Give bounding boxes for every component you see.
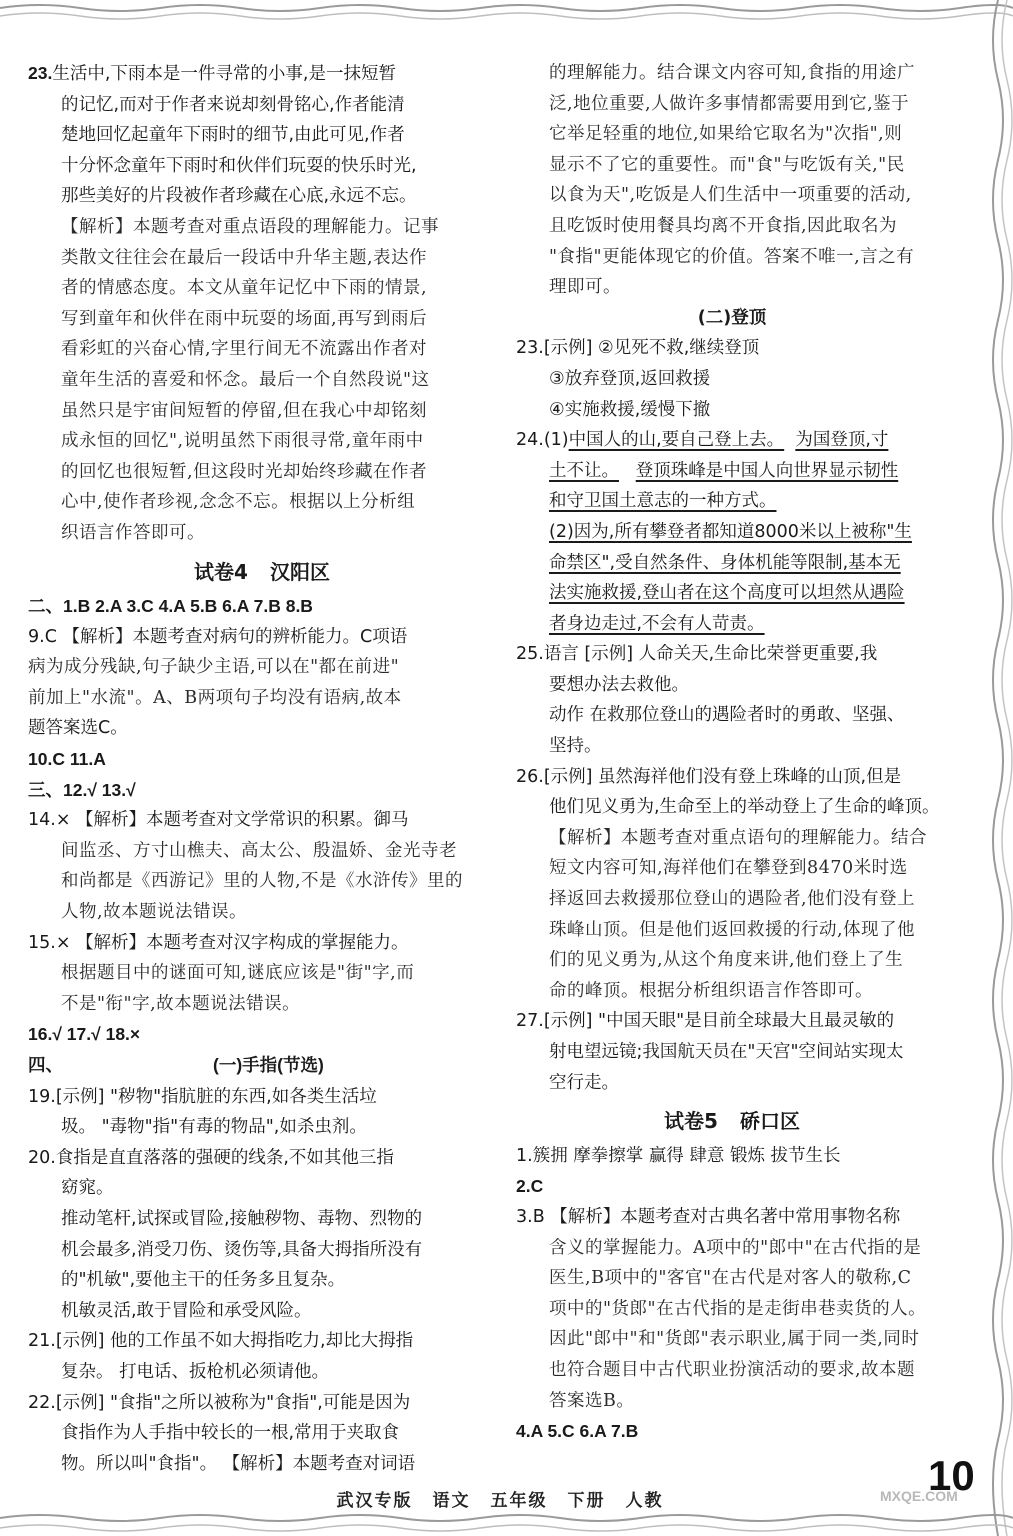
analysis-line: 医生,B项中的"客官"在古代是对客人的敬称,C — [549, 1268, 912, 1289]
answer-line: 27.[示例] "中国天眼"是目前全球最大且最灵敏的 — [516, 1011, 895, 1032]
answer-line: 楚地回忆起童年下雨时的细节,由此可见,作者 — [61, 125, 405, 146]
answer-line: 窈窕。 — [61, 1178, 114, 1199]
answer-line: 的记忆,而对于作者来说却刻骨铭心,作者能清 — [61, 94, 405, 115]
analysis-line: 看彩虹的兴奋心情,字里行间无不流露出作者对 — [61, 339, 428, 360]
answer-line: ③放弃登顶,返回救援 — [549, 368, 711, 389]
answer-line: 生活中,下雨本是一件寻常的小事,是一抹短暂 — [52, 64, 396, 84]
answer-3 — [516, 1202, 948, 1416]
analysis-line: 类散文往往会在最后一段话中升华主题,表达作 — [61, 247, 428, 268]
answer-line: 14.× 【解析】本题考查对文学常识的积累。御马 — [28, 810, 409, 831]
part-2-heading: (二)登顶 — [697, 307, 767, 328]
underlined-phrase: 者身边走过,不会有人苛责。 — [549, 613, 765, 634]
answer-line: 前加上"水流"。A、B两项句子均没有语病,故本 — [28, 687, 402, 708]
answer-line: 间监丞、方寸山樵夫、高太公、殷温娇、金光寺老 — [61, 840, 457, 861]
underlined-phrase: 为国登顶,寸 — [795, 430, 889, 451]
answer-26 — [516, 762, 948, 1007]
answer-line: 机敏灵活,敢于冒险和承受风险。 — [61, 1300, 312, 1321]
answer-line: 病为成分残缺,句子缺少主语,可以在"都在前进" — [28, 657, 400, 678]
analysis-line: 【解析】本题考查对重点语句的理解能力。结合 — [549, 827, 927, 848]
answer-line: 推动笔杆,试探或冒险,接触秽物、毒物、烈物的 — [61, 1208, 423, 1229]
answer-line: 9.C 【解析】本题考查对病句的辨析能力。C项语 — [28, 626, 408, 647]
analysis-line: 答案选B。 — [549, 1390, 635, 1411]
answer-line: ④实施救援,缓慢下撤 — [549, 399, 711, 420]
answer-line: 他们见义勇为,生命至上的举动登上了生命的峰顶。 — [549, 797, 940, 818]
analysis-line: 显示不了它的重要性。而"食"与吃饭有关,"民 — [549, 154, 905, 175]
answer-10-11: 10.C 11.A — [28, 749, 106, 770]
answer-line: 15.× 【解析】本题考查对汉字构成的掌握能力。 — [28, 932, 409, 953]
underlined-phrase: (2)因为,所有攀登者都知道8000米以上被称"生 — [549, 521, 912, 542]
underlined-phrase: 和守卫国土意志的一种方式。 — [549, 491, 777, 512]
underlined-phrase: 法实施救援,登山者在这个高度可以坦然从遇险 — [549, 583, 905, 604]
answer-line: 人物,故本题说法错误。 — [61, 902, 248, 923]
analysis-line: 者的情感态度。本文从童年记忆中下雨的情景, — [61, 278, 428, 299]
answer-line: 3.B 【解析】本题考查对古典名著中常用事物名称 — [516, 1206, 901, 1227]
answer-19 — [28, 1082, 496, 1143]
answer-line: 复杂。 打电话、扳枪机必须请他。 — [61, 1361, 330, 1382]
answer-15 — [28, 928, 496, 1020]
answer-line: 空行走。 — [549, 1072, 619, 1093]
analysis-line: 以食为天",吃饭是人们生活中一项重要的活动, — [549, 185, 912, 206]
answer-line: 和尚都是《西游记》里的人物,不是《水浒传》里的 — [61, 871, 464, 892]
multiple-choice-answers: 二、1.B 2.A 3.C 4.A 5.B 6.A 7.B 8.B — [28, 596, 313, 617]
answer-1: 1.簇拥 摩拳擦掌 赢得 肆意 锻炼 拔节生长 — [516, 1145, 841, 1166]
answer-line: 22.[示例] "食指"之所以被称为"食指",可能是因为 — [28, 1392, 411, 1413]
analysis-line: 【解析】本题考查对重点语段的理解能力。记事 — [61, 216, 439, 237]
answer-12-13: 三、12.√ 13.√ — [28, 779, 136, 800]
answer-22-continued — [516, 58, 948, 303]
answer-line: 射电望远镜;我国航天员在"天宫"空间站实现太 — [549, 1042, 904, 1062]
answer-9 — [28, 622, 496, 744]
answer-14 — [28, 805, 496, 927]
analysis-line: 珠峰山顶。但是他们返回救援的行动,体现了他 — [549, 919, 916, 940]
answer-line: 的"机敏",要他主干的任务多且复杂。 — [61, 1270, 346, 1291]
answer-line: 21.[示例] 他的工作虽不如大拇指吃力,却比大拇指 — [28, 1331, 414, 1352]
answer-line: 要想办法去救他。 — [549, 674, 689, 695]
answer-4-7: 4.A 5.C 6.A 7.B — [516, 1421, 639, 1442]
answer-25 — [516, 639, 948, 761]
part-4-heading: 四、 (一)手指(节选) — [28, 1055, 324, 1075]
left-column — [28, 58, 496, 1479]
analysis-line: 泛,地位重要,人做许多事情都需要用到它,鉴于 — [549, 93, 910, 114]
analysis-line: 理即可。 — [549, 277, 621, 298]
answer-line: 动作 在救那位登山的遇险者时的勇敢、坚强、 — [549, 705, 905, 726]
answer-27 — [516, 1006, 948, 1098]
analysis-line: 们的见义勇为,从这个角度来讲,他们登上了生 — [549, 950, 904, 971]
watermark-logo: MXQE.COM — [880, 1488, 958, 1504]
answer-line: 坚持。 — [549, 736, 602, 757]
answer-20 — [28, 1143, 496, 1327]
answer-23-right — [516, 333, 948, 425]
answer-line: 十分怀念童年下雨时和伙伴们玩耍的快乐时光, — [61, 155, 417, 176]
analysis-line: 心中,使作者珍视,念念不忘。根据以上分析组 — [61, 492, 416, 513]
section-heading-paper-4: 试卷4 汉阳区 — [194, 559, 330, 584]
answer-line: 机会最多,消受刀伤、烫伤等,具备大拇指所没有 — [61, 1239, 423, 1260]
analysis-line: 它举足轻重的地位,如果给它取名为"次指",则 — [549, 124, 903, 145]
underlined-phrase: 登顶珠峰是中国人向世界显示韧性 — [635, 460, 899, 481]
answer-line: 食指作为人手指中较长的一根,常用于夹取食 — [61, 1423, 400, 1444]
answer-line: 根据题目中的谜面可知,谜底应该是"街"字,而 — [61, 963, 415, 984]
analysis-line: 成永恒的回忆",说明虽然下雨很寻常,童年雨中 — [61, 431, 424, 452]
analysis-line: 虽然只是宇宙间短暂的停留,但在我心中却铭刻 — [61, 400, 428, 421]
underlined-phrase: 命禁区",受自然条件、身体机能等限制,基本无 — [549, 552, 901, 573]
section-heading-paper-5: 试卷5 硚口区 — [664, 1109, 800, 1134]
answer-24: 24.(1)中国人的山,要自己登上去。 为国登顶,寸 土不让。 登顶珠峰是中国人向世界显示韧性 和守卫国土意志的一种方式。 (2)因为,所有攀登者都知道8000米以上被称"生 命禁区",受自然条件、身体机能等限制,基本无 法实施救援,登山者在这个高度可以坦然从遇险 者身边走过,不会有人苛责。 — [516, 430, 912, 634]
analysis-line: 写到童年和伙伴在雨中玩耍的场面,再写到雨后 — [61, 308, 428, 329]
answer-16-18: 16.√ 17.√ 18.× — [28, 1024, 141, 1045]
answer-line: 那些美好的片段被作者珍藏在心底,永远不忘。 — [61, 186, 417, 207]
answer-line: 23.[示例] ②见死不救,继续登顶 — [516, 338, 760, 359]
answer-2: 2.C — [516, 1176, 544, 1197]
analysis-line: 短文内容可知,海祥他们在攀登到8470米时选 — [549, 858, 908, 879]
analysis-line: 童年生活的喜爱和怀念。最后一个自然段说"这 — [61, 369, 430, 390]
analysis-line: 的理解能力。结合课文内容可知,食指的用途广 — [549, 63, 916, 83]
answer-line: 20.食指是直直落落的强硬的线条,不如其他三指 — [28, 1147, 394, 1168]
page-number: 10 — [928, 1452, 975, 1499]
answer-line: 19.[示例] "秽物"指肮脏的东西,如各类生活垃 — [28, 1086, 377, 1107]
answer-line: 26.[示例] 虽然海祥他们没有登上珠峰的山顶,但是 — [516, 766, 902, 787]
page-footer: 武汉专版 语文 五年级 下册 人教 — [336, 1491, 664, 1511]
analysis-line: 因此"郎中"和"货郎"表示职业,属于同一类,同时 — [549, 1329, 920, 1350]
analysis-line: 也符合题目中古代职业扮演活动的要求,故本题 — [549, 1359, 916, 1380]
answer-line: 不是"衔"字,故本题说法错误。 — [61, 993, 301, 1014]
analysis-line: 织语言作答即可。 — [61, 522, 205, 543]
right-wavy-border — [943, 0, 1013, 1536]
answer-21 — [28, 1326, 496, 1387]
analysis-line: 命的峰顶。根据分析组织语言作答即可。 — [549, 980, 873, 1001]
right-column — [516, 58, 948, 1447]
underlined-phrase: 土不让。 — [549, 460, 619, 481]
underlined-phrase: 中国人的山,要自己登上去。 — [568, 430, 785, 451]
answer-22 — [28, 1388, 496, 1480]
answer-23: 23.生活中,下雨本是一件寻常的小事,是一抹短暂 的记忆,而对于作者来说却刻骨铭心,作者能清 楚地回忆起童年下雨时的细节,由此可见,作者 十分怀念童年下雨时和伙伴们玩耍的快乐时光, 那些美好的片段被作者珍藏在心底,永远不忘。 【解析】本题考查对重点语段的理解能力。记事 类散文往往会在最后一段话中升华主题,表达作 者的情感态度。本文从童年记忆中下雨的情景, 写到童年和伙伴在雨中玩耍的场面,再写到雨后 看彩虹的兴奋心情,字里行间无不流露出作者对 童年生活的喜爱和怀念。最后一个自然段说"这 虽然只是宇宙间短暂的停留,但在我心中却铭刻 成永恒的回忆",说明虽然下雨很寻常,童年雨中 的回忆也很短暂,但这段时光却始终珍藏在作者 心中,使作者珍视,念念不忘。根据以上分析组 织语言作答即可。 — [28, 58, 496, 549]
top-wavy-border — [0, 0, 1013, 40]
answer-line: 题答案选C。 — [28, 718, 128, 739]
analysis-line: 含义的掌握能力。A项中的"郎中"在古代指的是 — [549, 1237, 922, 1258]
analysis-line: "食指"更能体现它的价值。答案不唯一,言之有 — [549, 246, 915, 267]
answer-line: 25.语言 [示例] 人命关天,生命比荣誉更重要,我 — [516, 644, 878, 665]
analysis-line: 且吃饭时使用餐具均离不开食指,因此取名为 — [549, 215, 898, 236]
analysis-line: 的回忆也很短暂,但这段时光却始终珍藏在作者 — [61, 461, 428, 482]
answer-line: 物。所以叫"食指"。 【解析】本题考查对词语 — [61, 1453, 416, 1474]
analysis-line: 项中的"货郎"在古代指的是走街串巷卖货的人。 — [549, 1298, 927, 1319]
answer-line: 圾。 "毒物"指"有毒的物品",如杀虫剂。 — [61, 1117, 367, 1138]
analysis-line: 择返回去救援那位登山的遇险者,他们没有登上 — [549, 889, 916, 910]
